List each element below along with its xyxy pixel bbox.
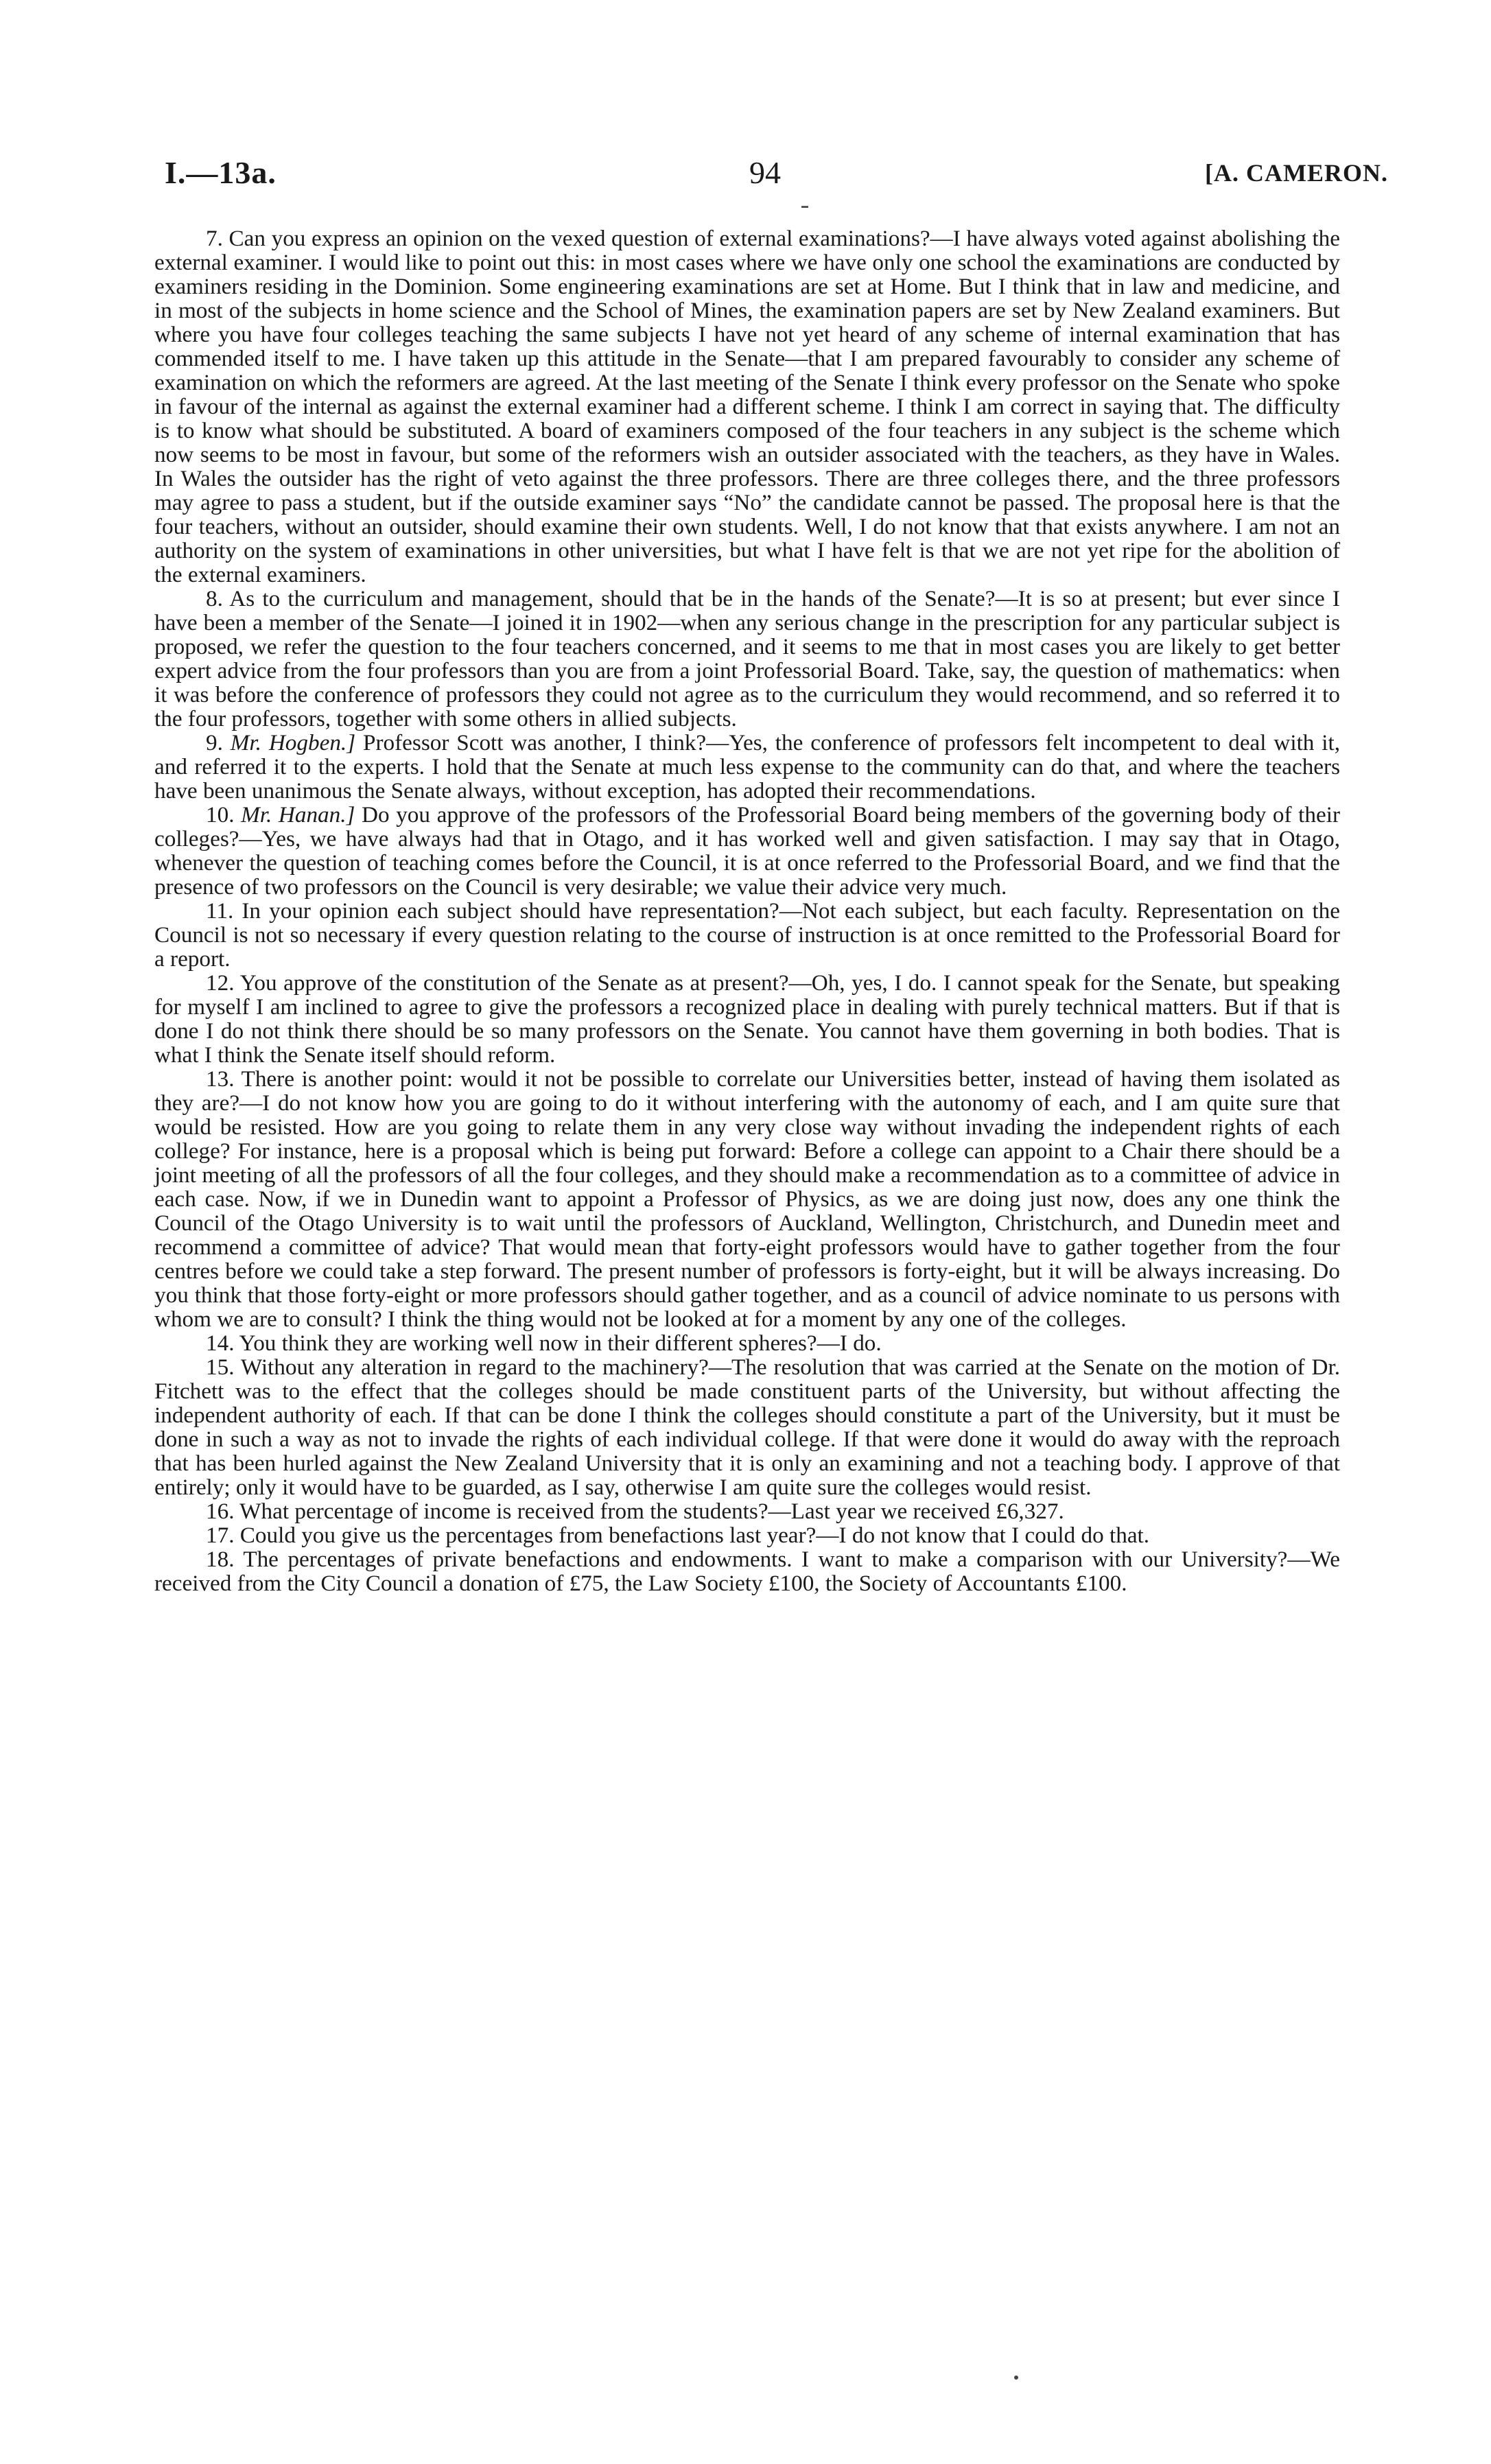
paragraph-q9 <box>154 731 1340 803</box>
paragraph-q11: 11. In your opinion each subject should have representation?—Not each subject, but each faculty. Representation on the Council is not so necessary if every question relating to the course of instruction is at once remitted to the Professorial Board for a report. <box>154 898 1340 972</box>
paragraph-q18: 18. The percentages of private benefactions and endowments. I want to make a comparison with our University?—We received from the City Council a donation of £75, the Law Society £100, the Society of Accountants £100. <box>154 1547 1340 1596</box>
header-rule-mark <box>801 206 808 208</box>
paragraph-q14: 14. You think they are working well now in their different spheres?—I do. <box>206 1330 882 1356</box>
paragraph-q10 <box>154 803 1340 899</box>
page-header <box>0 154 1491 202</box>
question-number: 9. <box>206 730 223 755</box>
paragraph-q13: 13. There is another point: would it not be possible to correlate our Universities better, instead of having them isolated as they are?—I do not know how you are going to do it without interfering with the autonomy of each, and I am quite sure that would be resisted. How are you going to relate them in any very close way without invading the independent rights of each college? For instance, here is a proposal which is being put forward: Before a college can appoint to a Chair there should be a joint meeting of all the professors of all the four colleges, and they should make a recommendation as to a committee of advice in each case. Now, if we in Dunedin want to appoint a Professor of Physics, as we are doing just now, does any one think the Council of the Otago University is to wait until the professors of Auckland, Wellington, Christchurch, and Dunedin meet and recommend a committee of advice? That would mean that forty-eight professors would have to gather together from the four centres before we could take a step forward. The present number of professors is forty-eight, but it will be always increasing. Do you think that those forty-eight or more professors should gather together, and as a council of advice nominate to us persons with whom we are to consult? I think the thing would not be looked at for a moment by any one of the colleges. <box>154 1066 1340 1332</box>
paragraph-text: Professor Scott was another, I think?—Yes, the conference of professors felt incompetent to deal with it, and referred it to the experts. I hold that the Senate at much less expense to the community can do that, and where the teachers have been unanimous the Senate always, without exception, has adopted their recommendations. <box>154 730 1341 803</box>
paragraph-q12: 12. You approve of the constitution of the Senate as at present?—Oh, yes, I do. I cannot speak for the Senate, but speaking for myself I am inclined to agree to give the professors a recognized place in dealing with purely technical matters. But if that is done I do not think there should be so many professors on the Senate. You cannot have them governing in both bodies. That is what I think the Senate itself should reform. <box>154 970 1340 1068</box>
testimony-body <box>154 226 1340 1595</box>
paragraph-q16: 16. What percentage of income is received from the students?—Last year we received £6,327. <box>206 1499 1064 1524</box>
paragraph-q17: 17. Could you give us the percentages from benefactions last year?—I do not know that I could do that. <box>206 1523 1150 1548</box>
witness-name: [A. CAMERON. <box>1205 159 1388 187</box>
speaker-label: Mr. Hogben.] <box>230 730 356 755</box>
paper-reference: I.—13a. <box>165 155 277 190</box>
page-number: 94 <box>749 155 781 190</box>
question-number: 10. <box>206 802 235 828</box>
paragraph-q8: 8. As to the curriculum and management, should that be in the hands of the Senate?—It is so at present; but ever since I have been a member of the Senate—I joined it in 1902—when any serious change in the prescription for any particular subject is proposed, we refer the question to the four teachers concerned, and it seems to me that in most cases you are likely to get better expert advice from the four professors than you are from a joint Professorial Board. Take, say, the question of mathematics: when it was before the conference of professors they could not agree as to the curriculum they would recommend, and so referred it to the four professors, together with some others in allied subjects. <box>154 586 1340 731</box>
speaker-label: Mr. Hanan.] <box>241 802 355 828</box>
paragraph-q15: 15. Without any alteration in regard to the machinery?—The resolution that was carried at the Senate on the motion of Dr. Fitchett was to the effect that the colleges should be made constituent parts of the University, but without affecting the independent authority of each. If that can be done I think the colleges should constitute a part of the University, but it must be done in such a way as not to invade the rights of each individual college. If that were done it would do away with the reproach that has been hurled against the New Zealand University that it is only an examining and not a teaching body. I approve of that entirely; only it would have to be guarded, as I say, otherwise I am quite sure the colleges would resist. <box>154 1354 1340 1500</box>
paragraph-q7: 7. Can you express an opinion on the vexed question of external examinations?—I have always voted against abolishing the external examiner. I would like to point out this: in most cases where we have only one school the examinations are conducted by examiners residing in the Dominion. Some engineering examinations are set at Home. But I think that in law and medicine, and in most of the subjects in home science and the School of Mines, the examination papers are set by New Zealand examiners. But where you have four colleges teaching the same subjects I have not yet heard of any scheme of internal examination that has commended itself to me. I have taken up this attitude in the Senate—that I am prepared favourably to consider any scheme of examination on which the reformers are agreed. At the last meeting of the Senate I think every professor on the Senate who spoke in favour of the internal as against the external examiner had a different scheme. I think I am correct in saying that. The difficulty is to know what should be substituted. A board of examiners composed of the four teachers in any subject is the scheme which now seems to be most in favour, but some of the reformers wish an outsider associated with the teachers, as they have in Wales. In Wales the outsider has the right of veto against the three professors. There are three colleges there, and the three professors may agree to pass a student, but if the outside examiner says “No” the candidate cannot be passed. The proposal here is that the four teachers, without an outsider, should examine their own students. Well, I do not know that that exists anywhere. I am not an authority on the system of examinations in other universities, but what I have felt is that we are not yet ripe for the abolition of the external examiners. <box>154 226 1340 587</box>
paragraph-text: Do you approve of the professors of the Professorial Board being members of the governing body of their colleges?—Yes, we have always had that in Otago, and it has worked well and given satisfaction. I may say that in Otago, whenever the question of teaching comes before the Council, it is at once referred to the Professorial Board, and we find that the presence of two professors on the Council is very desirable; we value their advice very much. <box>154 802 1340 900</box>
scan-speck <box>1014 2375 1018 2380</box>
